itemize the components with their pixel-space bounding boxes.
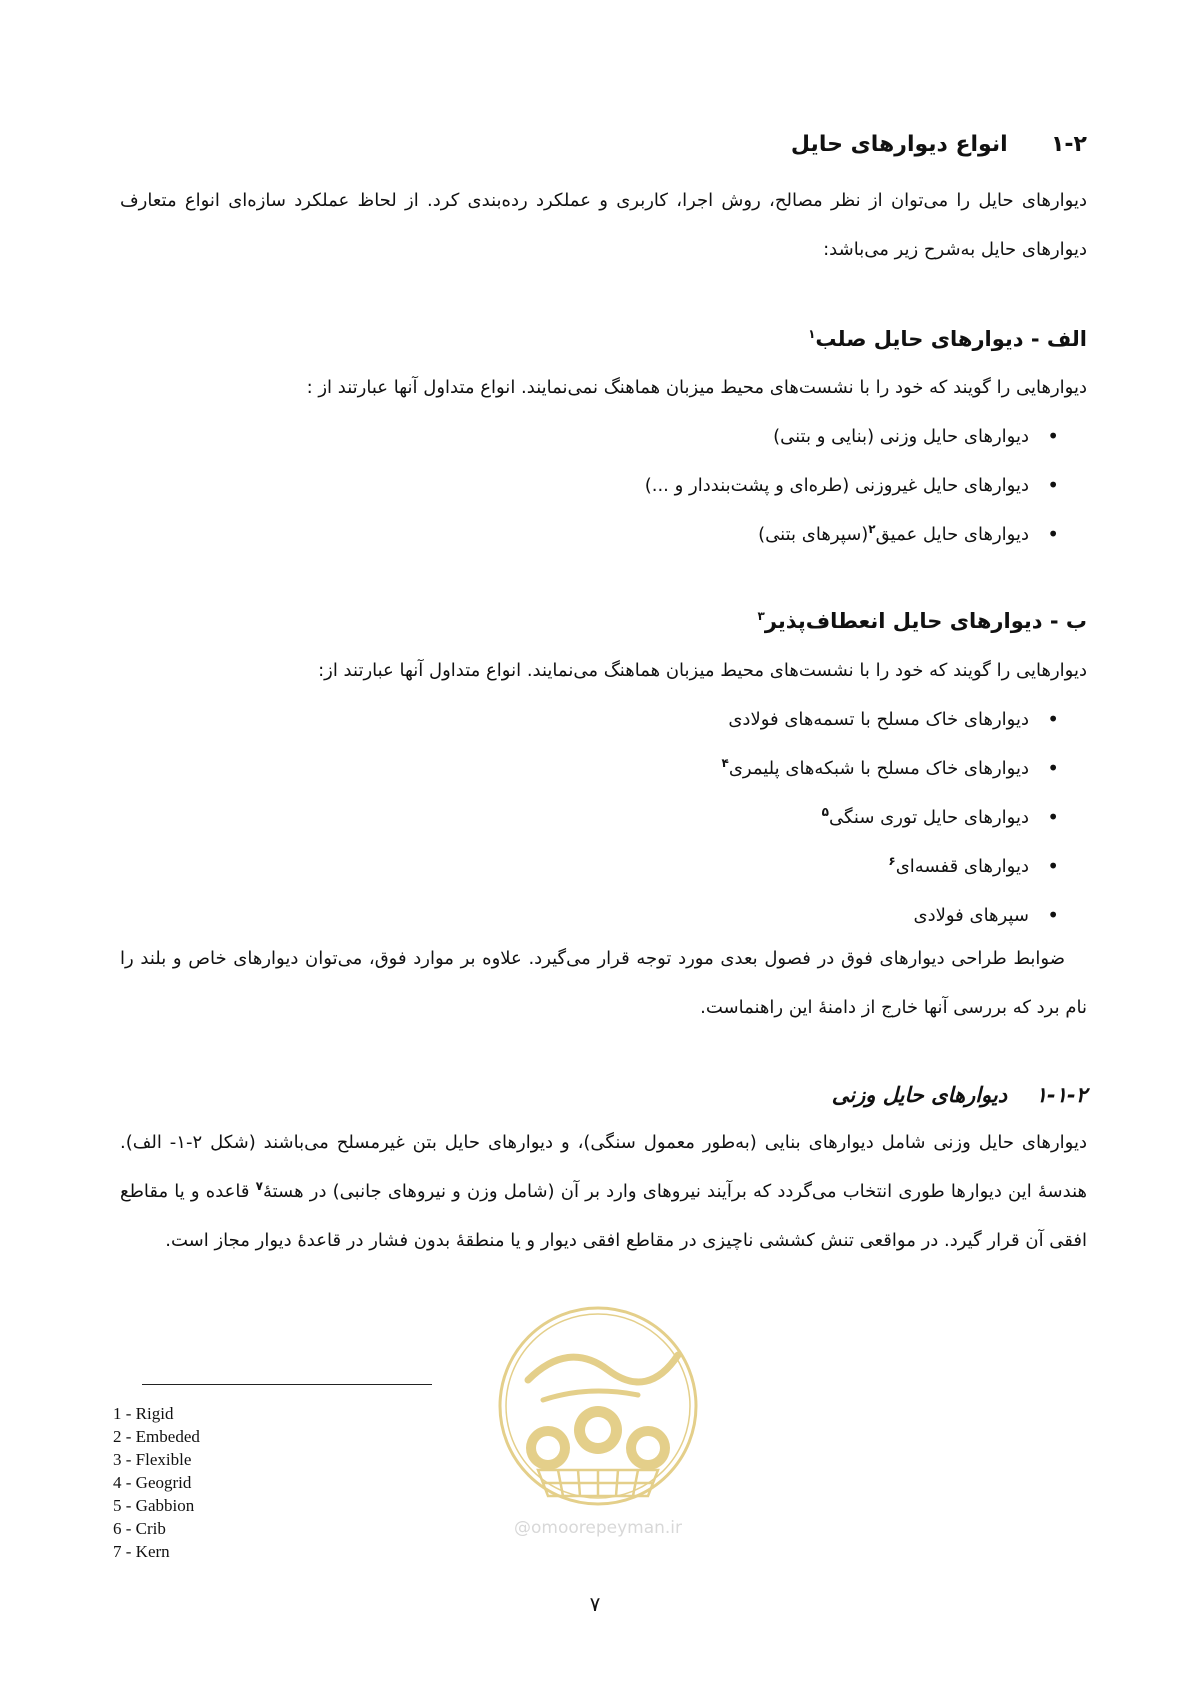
section-intro: دیوارهای حایل را می‌توان از نظر مصالح، روش اجرا، کاربری و عملکرد رده‌بندی کرد. از لحاظ عملکرد سازه‌ای انواع متعارف دیوارهای حایل به‌شرح زیر می‌باشد: [120, 190, 1087, 260]
subsection-paragraph: دیوارهای حایل وزنی شامل دیوارهای بنایی (به‌طور معمول سنگی)، و دیوارهای حایل بتن غیرمسلح می‌باشند (شکل ۲-۱- الف). هندسهٔ این دیوارها طوری انتخاب می‌گردد که برآیند نیروهای وارد بر آن (شامل وزن و نیروهای جانبی) در هستهٔ$^۷$ قاعده و یا مقاطع افقی آن قرار گیرد. در مواقعی تنش کششی ناچیزی در مقاطع افقی دیوار و یا منطقهٔ بدون فشار در قاعدهٔ دیوار مجاز است. [120, 1132, 1088, 1251]
footnote: 5 - Gabbion [113, 1496, 195, 1515]
rigid-list [159, 412, 1059, 559]
footnote-ref: ۷ [255, 1179, 263, 1193]
list-item: • دیوارهای حایل توری سنگی$^۵$ [159, 793, 1059, 842]
footnote-ref: ۲ [868, 522, 876, 536]
subsection-number: ۱-۱-۲ [1035, 1083, 1087, 1107]
list-item: • دیوارهای حایل غیروزنی (طره‌ای و پشت‌بنددار و ...) [159, 461, 1059, 510]
flexible-closing: ضوابط طراحی دیوارهای فوق در فصول بعدی مورد توجه قرار می‌گیرد. علاوه بر موارد فوق، می‌توان دیوارهای خاص و بلند را نام برد که بررسی آنها خارج از دامنهٔ این راهنماست. [120, 948, 1087, 1018]
footnote-separator [142, 1384, 432, 1385]
list-item: • دیوارهای خاک مسلح با تسمه‌های فولادی [159, 695, 1059, 744]
footnote: 2 - Embeded [113, 1427, 200, 1446]
footnotes [113, 1402, 200, 1563]
rigid-heading-text: الف - دیوارهای حایل صلب [815, 327, 1087, 351]
footnote: 4 - Geogrid [113, 1473, 192, 1492]
footnote-ref: ۴ [721, 756, 729, 770]
subsection-heading [187, 1083, 1087, 1107]
list-item: • دیوارهای حایل عمیق$^۲$(سپرهای بتنی) [159, 510, 1059, 559]
flexible-heading-footnote-ref: ۳ [757, 609, 765, 623]
footnote: 6 - Crib [113, 1519, 166, 1538]
flexible-description: دیوارهایی را گویند که خود را با نشست‌های محیط میزبان هماهنگ می‌نمایند. انواع متداول آنها عبارتند از: [318, 660, 1087, 681]
page-number: ۷ [589, 1592, 601, 1616]
watermark-logo [488, 1300, 708, 1560]
subsection-title: دیوارهای حایل وزنی [831, 1083, 1008, 1107]
footnote-ref: ۵ [821, 805, 829, 819]
flexible-heading-text: ب - دیوارهای حایل انعطاف‌پذیر [764, 609, 1087, 633]
section-title: انواع دیوارهای حایل [790, 132, 1008, 157]
watermark-url: @omoorepeyman.ir [513, 1518, 683, 1538]
rigid-heading [187, 327, 1087, 351]
list-item: • دیوارهای خاک مسلح با شبکه‌های پلیمری$^۴$ [159, 744, 1059, 793]
rigid-description: دیوارهایی را گویند که خود را با نشست‌های محیط میزبان هماهنگ نمی‌نمایند. انواع متداول آنها عبارتند از : [306, 377, 1087, 398]
footnote: 3 - Flexible [113, 1450, 192, 1469]
flexible-list [159, 695, 1059, 940]
section-number: ۱-۲ [1051, 132, 1087, 157]
flexible-heading [187, 609, 1087, 633]
footnote: 1 - Rigid [113, 1404, 174, 1423]
list-item: • دیوارهای قفسه‌ای$^۶$ [159, 842, 1059, 891]
footnote: 7 - Kern [113, 1542, 170, 1561]
list-item: • سپرهای فولادی [159, 891, 1059, 940]
section-heading [187, 132, 1087, 157]
rigid-heading-footnote-ref: ۱ [808, 327, 816, 341]
list-item: • دیوارهای حایل وزنی (بنایی و بتنی) [159, 412, 1059, 461]
footnote-ref: ۶ [888, 854, 896, 868]
